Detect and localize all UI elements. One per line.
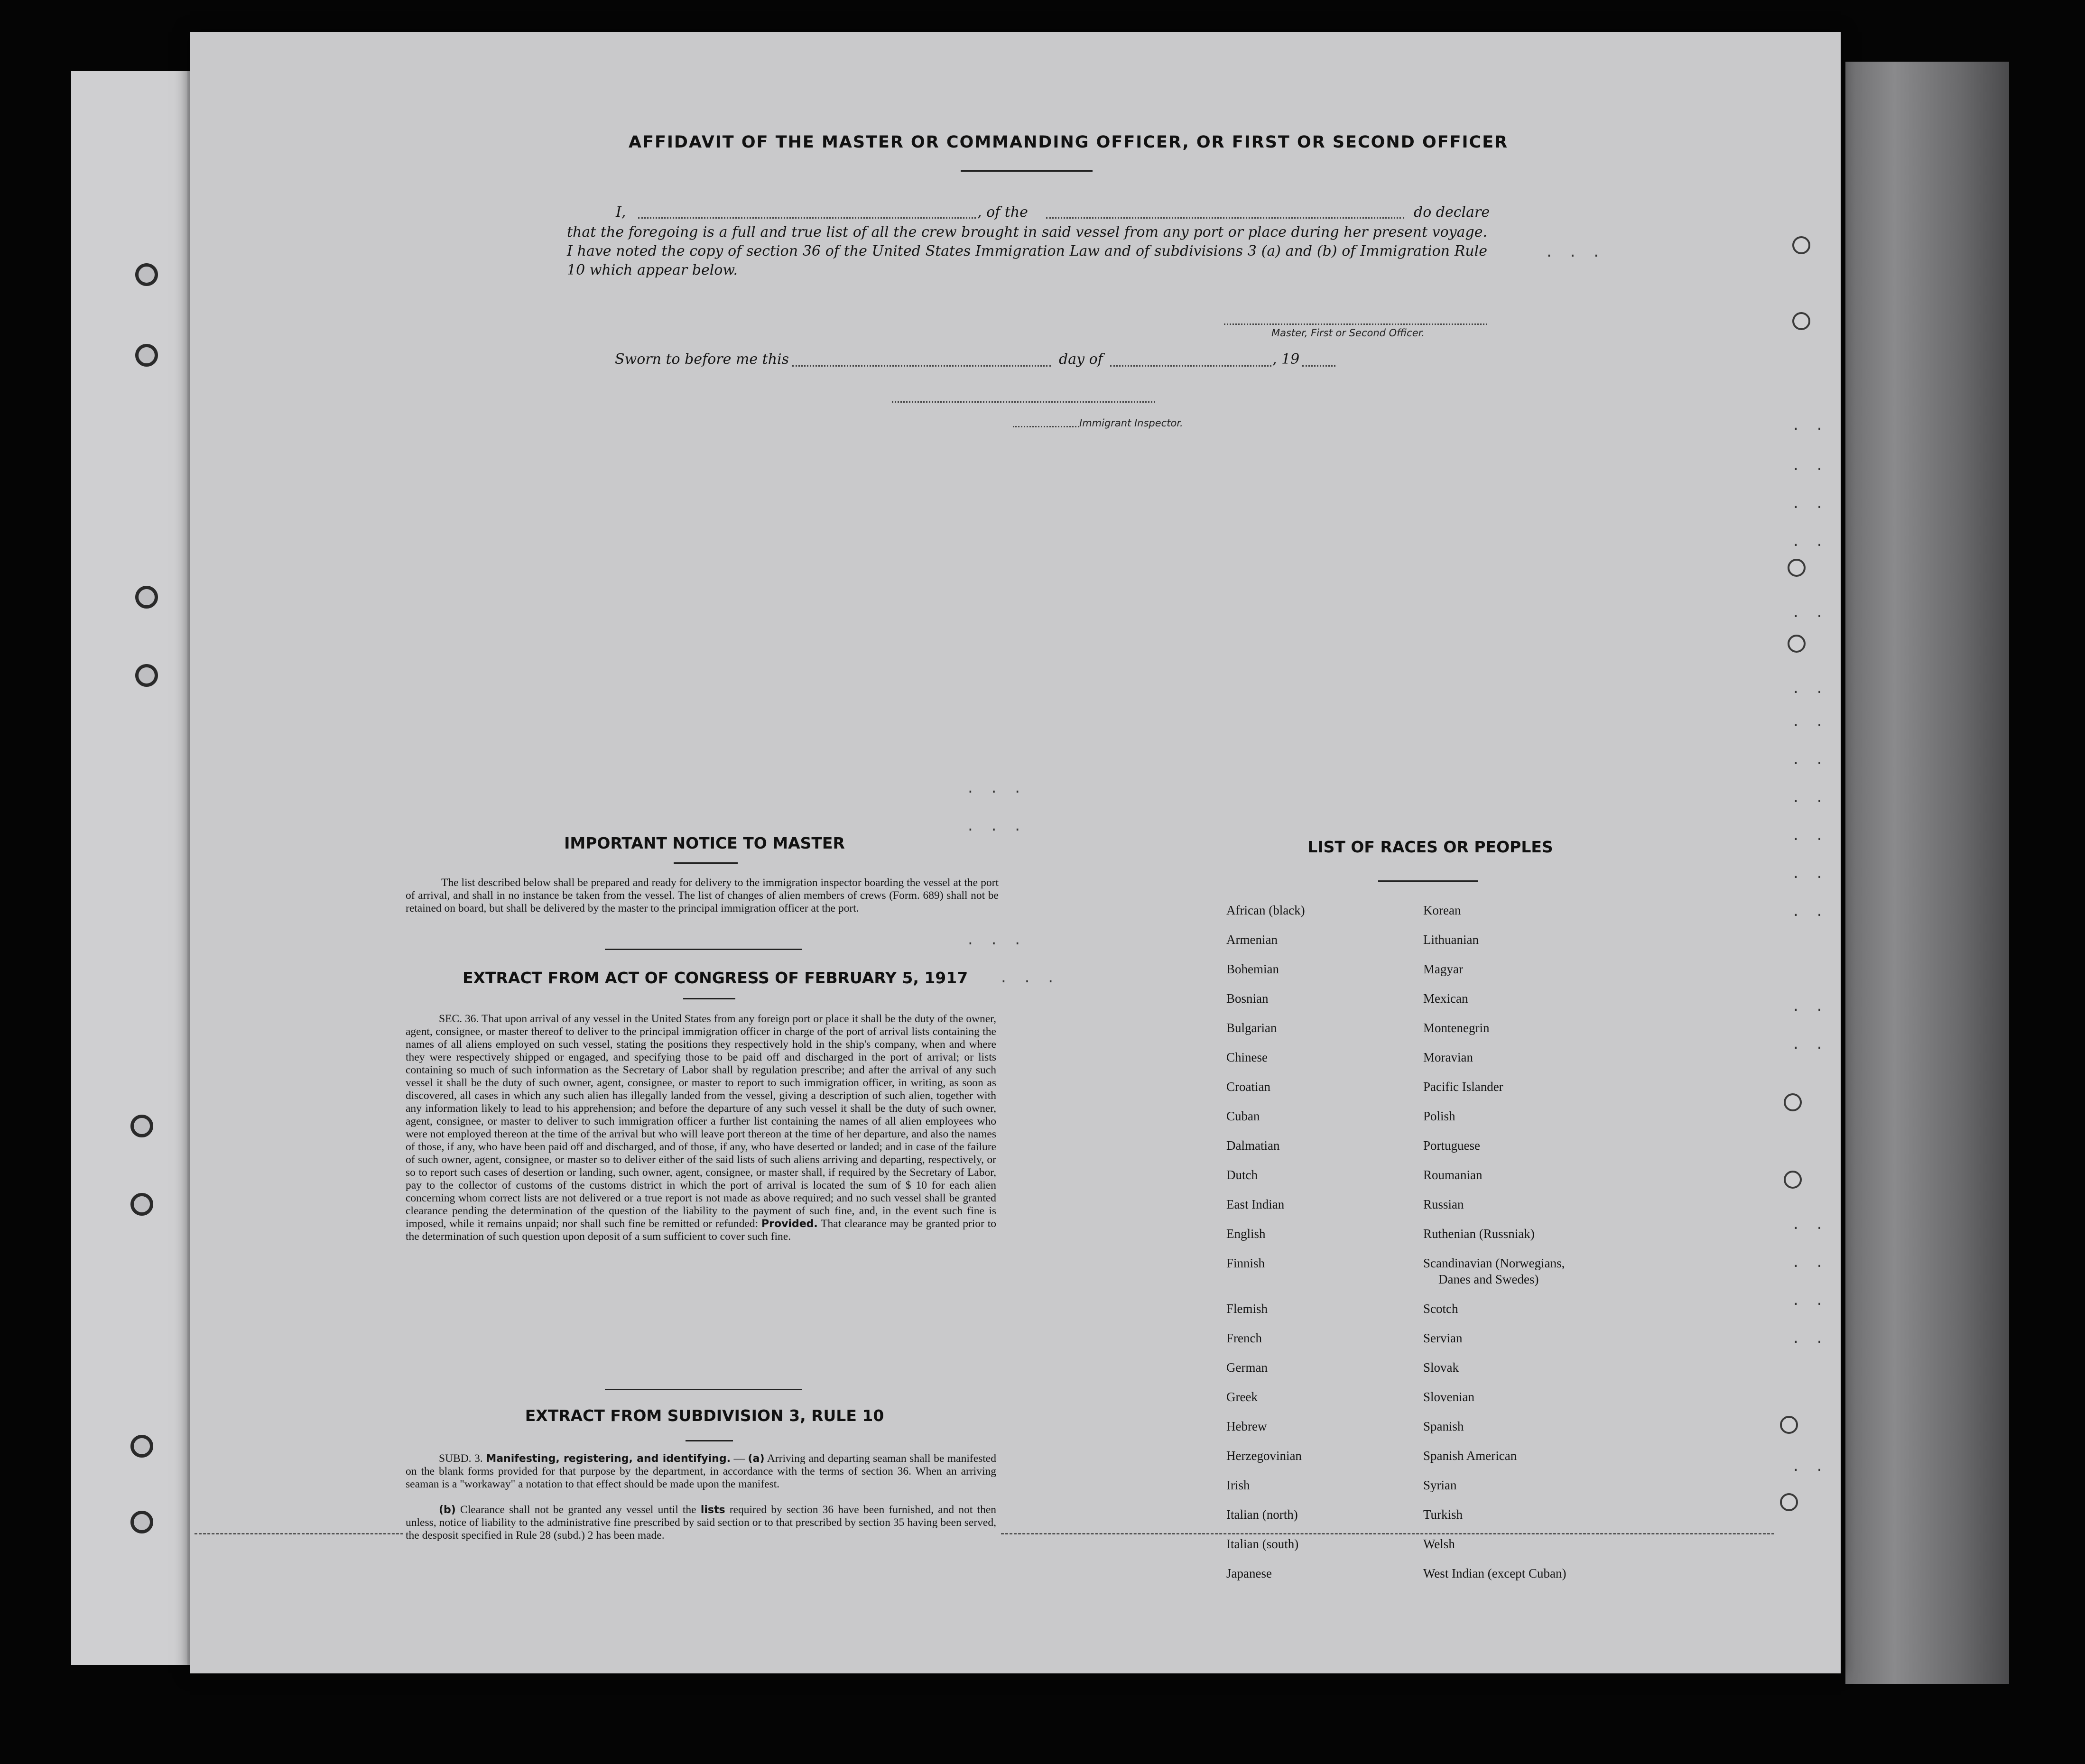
race-item: Cuban <box>1226 1109 1260 1123</box>
inspector-signature-line[interactable] <box>892 401 1155 403</box>
officer-signature-line[interactable] <box>1224 323 1487 325</box>
sworn-prefix: Sworn to before me this <box>615 351 789 368</box>
scan-dots: . . <box>1793 455 1829 474</box>
notice-rule <box>674 862 738 864</box>
race-item: Bosnian <box>1226 991 1269 1006</box>
scan-dots: . . . <box>968 778 1027 797</box>
scan-dots: . . <box>1793 1034 1829 1053</box>
inspector-caption-leader <box>1013 426 1079 427</box>
name-blank-line[interactable] <box>638 217 976 219</box>
page-hole <box>1780 1416 1798 1434</box>
races-column-1 <box>1226 903 1426 1586</box>
race-item: Magyar <box>1423 962 1463 976</box>
sworn-year-label: , 19 <box>1272 351 1300 368</box>
race-item: Syrian <box>1423 1478 1457 1493</box>
affidavit-body: that the foregoing is a full and true list of all the crew brought in said vessel from any port or place during her present voyage. I have noted the copy of section 36 of the United States Immigration Law and of subdivisions 3 (a) and (b) of Immigration Rule 10 which appear below. <box>567 224 1487 278</box>
act-provided: Provided. <box>761 1218 818 1230</box>
binder-hole <box>130 1511 153 1533</box>
affidavit-of-the-label: , of the <box>977 204 1028 221</box>
race-item: German <box>1226 1360 1268 1375</box>
binder-hole <box>135 344 158 367</box>
binder-hole <box>135 586 158 609</box>
scan-dots: . . <box>1793 602 1829 621</box>
race-item: Italian (north) <box>1226 1507 1298 1522</box>
race-item: Danes and Swedes) <box>1438 1272 1539 1286</box>
binder-hole <box>135 263 158 286</box>
act-title: EXTRACT FROM ACT OF CONGRESS OF FEBRUARY 5, 1917 <box>463 969 968 987</box>
scan-dots: . . <box>1793 1456 1829 1475</box>
race-item: French <box>1226 1331 1262 1346</box>
scan-dots: . . <box>1793 678 1829 697</box>
sworn-year-blank[interactable] <box>1302 365 1335 367</box>
race-item: Croatian <box>1226 1080 1270 1094</box>
affidavit-i-label: I, <box>616 204 626 221</box>
notice-body: The list described below shall be prepared and ready for delivery to the immigration inspector boarding the vessel at the port of arrival, and shall in no instance be taken from the vessel. The list of changes of alien members of crews (Form. 689) shall not be retained on board, but shall be delivered by the master to the principal immigration officer at the port. <box>406 877 999 914</box>
race-item: Flemish <box>1226 1302 1268 1316</box>
page-hole <box>1780 1493 1798 1511</box>
race-item: Moravian <box>1423 1050 1473 1064</box>
rule-title: EXTRACT FROM SUBDIVISION 3, RULE 10 <box>525 1406 884 1425</box>
right-backing-sheet <box>1845 62 2009 1684</box>
scan-dots: . . <box>1793 863 1829 882</box>
fold-line <box>195 1533 403 1534</box>
inspector-caption: Immigrant Inspector. <box>1079 417 1183 429</box>
race-item: Polish <box>1423 1109 1455 1123</box>
rule-a-heading: Manifesting, registering, and identifying. <box>486 1453 731 1465</box>
page-hole <box>1788 635 1806 653</box>
rule-a-dash: — <box>733 1452 745 1465</box>
notice-title: IMPORTANT NOTICE TO MASTER <box>564 834 845 852</box>
race-item: Herzegovinian <box>1226 1449 1302 1463</box>
race-item: Irish <box>1226 1478 1250 1493</box>
scan-dots: . . <box>1793 415 1829 434</box>
race-item: Russian <box>1423 1197 1464 1211</box>
races-title: LIST OF RACES OR PEOPLES <box>1307 838 1553 856</box>
race-item: Greek <box>1226 1390 1258 1404</box>
race-item: African (black) <box>1226 903 1305 917</box>
section-divider <box>605 1389 802 1390</box>
race-item: Scotch <box>1423 1302 1458 1316</box>
race-item: Dutch <box>1226 1168 1258 1182</box>
race-item: East Indian <box>1226 1197 1285 1211</box>
race-item: Slovak <box>1423 1360 1459 1375</box>
scan-dots: . . . <box>968 816 1027 835</box>
page-hole <box>1792 236 1810 254</box>
scan-dots: . . <box>1793 996 1829 1015</box>
race-item: Lithuanian <box>1423 933 1479 947</box>
race-item: Hebrew <box>1226 1419 1267 1434</box>
scan-dots: . . <box>1793 531 1829 550</box>
scan-dots: . . <box>1793 787 1829 806</box>
race-item: Armenian <box>1226 933 1278 947</box>
scan-dots: . . . <box>968 930 1027 949</box>
race-item: Slovenian <box>1423 1390 1474 1404</box>
scan-dots: . . . <box>1547 242 1606 261</box>
race-item: Finnish <box>1226 1256 1265 1270</box>
race-item: Turkish <box>1423 1507 1463 1522</box>
act-body-tail: That clearance may be granted prior to the determination of such question upon deposit of a sum sufficient to cover such fine. <box>406 1218 997 1243</box>
scan-dots: . . <box>1793 825 1829 844</box>
scan-dots: . . <box>1793 901 1829 920</box>
title-rule <box>961 170 1093 172</box>
race-item: Chinese <box>1226 1050 1268 1064</box>
rule-b-body1: Clearance shall not be granted any vessel until the <box>460 1504 696 1516</box>
race-item: Mexican <box>1423 991 1468 1006</box>
act-body <box>406 1013 996 1243</box>
scan-dots: . . <box>1793 493 1829 512</box>
binder-hole <box>135 664 158 687</box>
page-hole <box>1784 1093 1802 1111</box>
affidavit-title: AFFIDAVIT OF THE MASTER OR COMMANDING OFFICER, OR FIRST OR SECOND OFFICER <box>629 133 1509 152</box>
race-item: Japanese <box>1226 1566 1272 1581</box>
race-item: Korean <box>1423 903 1461 917</box>
page-hole <box>1784 1171 1802 1189</box>
scan-dots: . . <box>1793 749 1829 768</box>
race-item: Servian <box>1423 1331 1463 1346</box>
scan-dots: . . <box>1793 1290 1829 1309</box>
rule-b-label: (b) <box>439 1504 456 1516</box>
sworn-day-blank[interactable] <box>792 365 1051 367</box>
race-item: Spanish <box>1423 1419 1464 1434</box>
sworn-day-of-label: day of <box>1059 351 1103 368</box>
race-item: Portuguese <box>1423 1138 1480 1153</box>
rule-b-lists: lists <box>700 1504 725 1516</box>
race-item: Dalmatian <box>1226 1138 1280 1153</box>
scan-dots: . . <box>1793 711 1829 730</box>
binder-hole <box>130 1115 153 1137</box>
sworn-month-blank[interactable] <box>1110 365 1271 367</box>
binder-hole <box>130 1435 153 1458</box>
scan-dots: . . <box>1793 1328 1829 1347</box>
race-item: West Indian (except Cuban) <box>1423 1566 1566 1581</box>
race-item: Montenegrin <box>1423 1021 1490 1035</box>
race-item: Scandinavian (Norwegians, <box>1423 1256 1565 1270</box>
rule-subd-a <box>406 1452 996 1491</box>
scan-dots: . . . <box>1001 968 1060 987</box>
act-rule <box>683 998 735 999</box>
race-item: Welsh <box>1423 1537 1455 1552</box>
officer-signature-caption: Master, First or Second Officer. <box>1271 327 1425 339</box>
page-hole <box>1788 559 1806 577</box>
scan-dots: . . <box>1793 1252 1829 1271</box>
rule-a-prefix: SUBD. 3. <box>439 1452 483 1465</box>
race-item: Pacific Islander <box>1423 1080 1503 1094</box>
affidavit-declare-label: do declare <box>1414 204 1490 221</box>
race-item: English <box>1226 1227 1266 1241</box>
vessel-blank-line[interactable] <box>1046 217 1404 219</box>
scan-dots: . . <box>1793 1214 1829 1233</box>
rule-b-body2: required by section 36 have been furnished, and not then unless, notice of liability to the administrative fine prescribed by said section or to that prescribed by section 35 having been served, the desposit specified in Rule 28 (subd.) 2 has been made. <box>406 1504 997 1542</box>
rule-a-label: (a) <box>748 1453 765 1465</box>
rule-subd-b <box>406 1504 996 1542</box>
rule-a-body: Arriving and departing seaman shall be manifested on the blank forms provided for that purpose by the department, in accordance with the terms of section 36. When an arriving seaman is a "workaway" a notation to that effect should be made upon the manifest. <box>406 1452 996 1490</box>
race-item: Bulgarian <box>1226 1021 1277 1035</box>
race-item: Ruthenian (Russniak) <box>1423 1227 1535 1241</box>
race-item: Italian (south) <box>1226 1537 1299 1552</box>
rule-rule <box>686 1440 733 1441</box>
binder-hole <box>130 1193 153 1216</box>
races-rule <box>1378 880 1478 882</box>
race-item: Bohemian <box>1226 962 1279 976</box>
race-item: Roumanian <box>1423 1168 1483 1182</box>
act-body-main: SEC. 36. That upon arrival of any vessel in the United States from any foreign port or place it shall be the duty of the owner, agent, consignee, or master thereof to deliver to the principal immigration officer in charge of the port of arrival lists containing the names of all aliens employed on such vessel, stating the positions they respectively hold in the ship's company, when and where they were respectively shipped or engaged, and specifying those to be paid off and discharged in the port of arrival; or lists containing so much of such information as the Secretary of Labor shall by regulation prescribe; and after the arrival of any such vessel it shall be the duty of such owner, agent, consignee, or master to report to such immigration officer, in writing, as soon as discovered, all cases in which any such alien has illegally landed from the vessel, giving a description of such alien, together with any information likely to lead to his apprehension; and before the departure of any such vessel it shall be the duty of such owner, agent, consignee, or master to deliver to such immigration officer a further list containing the names of all alien employees who were not employed thereon at the time of the arrival but who will leave port thereon at the time of her departure, and also the names of those, if any, who have been paid off and discharged, and of those, if any, who have deserted or landed; and in case of the failure of such owner, agent, consignee, or master so to deliver either of the said lists of such aliens arriving and departing, respectively, or so to report such cases of desertion or landing, such owner, agent, consignee, or master shall, if required by the Secretary of Labor, pay to the collector of customs of the customs district in which the port of arrival is located the sum of $ 10 for each alien concerning whom correct lists are not delivered or a true report is not made as above required; and no such vessel shall be granted clearance pending the determination of the question of the liability to the payment of such fine, and, in the event such fine is imposed, while it remains unpaid; nor shall such fine be remitted or refunded: <box>406 1013 996 1230</box>
section-divider <box>605 949 802 950</box>
page-hole <box>1792 312 1810 330</box>
races-column-2 <box>1423 903 1622 1586</box>
race-item: Spanish American <box>1423 1449 1517 1463</box>
